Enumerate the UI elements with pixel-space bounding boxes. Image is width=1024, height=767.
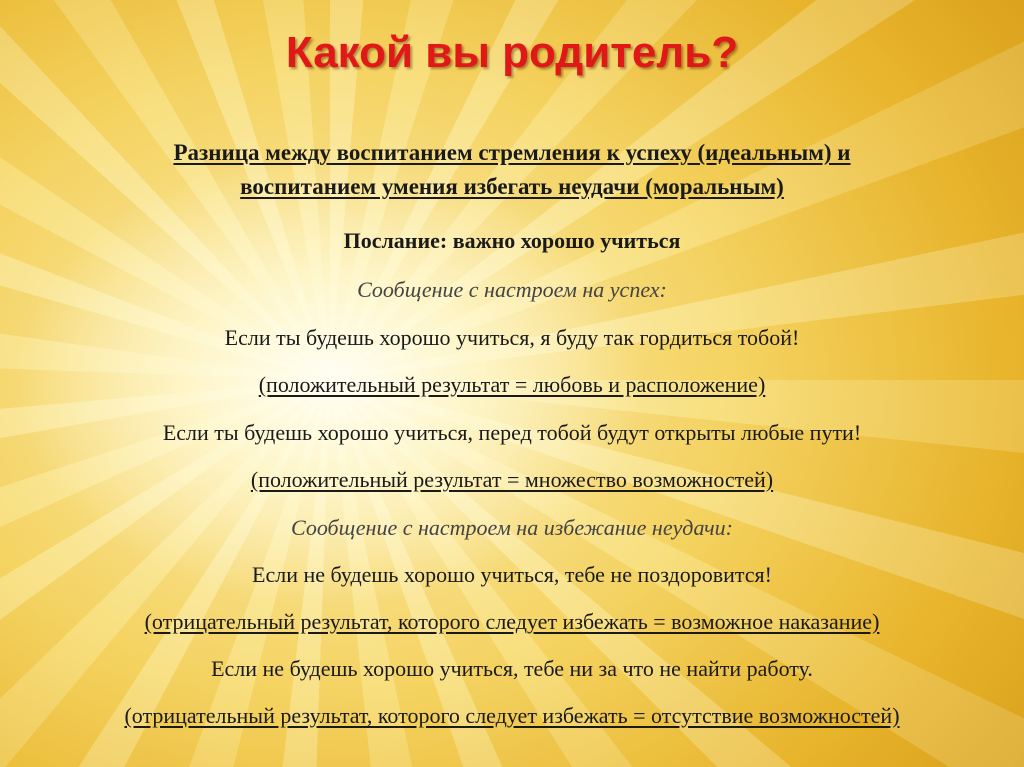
success-result-1: (положительный результат = любовь и расположение) [258, 372, 766, 397]
message-line: Послание: важно хорошо учиться [343, 228, 681, 253]
avoid-result-1: (отрицательный результат, которого следует избежать = возможное наказание) [144, 609, 880, 634]
success-statement-2: Если ты будешь хорошо учиться, перед тобой будут открыты любые пути! [162, 420, 862, 445]
avoid-heading: Сообщение с настроем на избежание неудачи: [291, 515, 733, 540]
subtitle-line-1: Разница между воспитанием стремления к успеху (идеальным) и [173, 140, 851, 165]
slide-title: Какой вы родитель? [285, 28, 739, 77]
success-heading: Сообщение с настроем на успех: [357, 277, 667, 302]
avoid-result-2: (отрицательный результат, которого следует избежать = отсутствие возможностей) [124, 703, 900, 728]
subtitle-line-2: воспитанием умения избегать неудачи (моральным) [240, 174, 784, 199]
avoid-statement-2: Если не будешь хорошо учиться, тебе ни за что не найти работу. [211, 656, 813, 681]
success-result-2: (положительный результат = множество возможностей) [250, 467, 774, 492]
success-statement-1: Если ты будешь хорошо учиться, я буду так гордиться тобой! [224, 325, 800, 350]
avoid-statement-1: Если не будешь хорошо учиться, тебе не поздоровится! [252, 562, 772, 587]
